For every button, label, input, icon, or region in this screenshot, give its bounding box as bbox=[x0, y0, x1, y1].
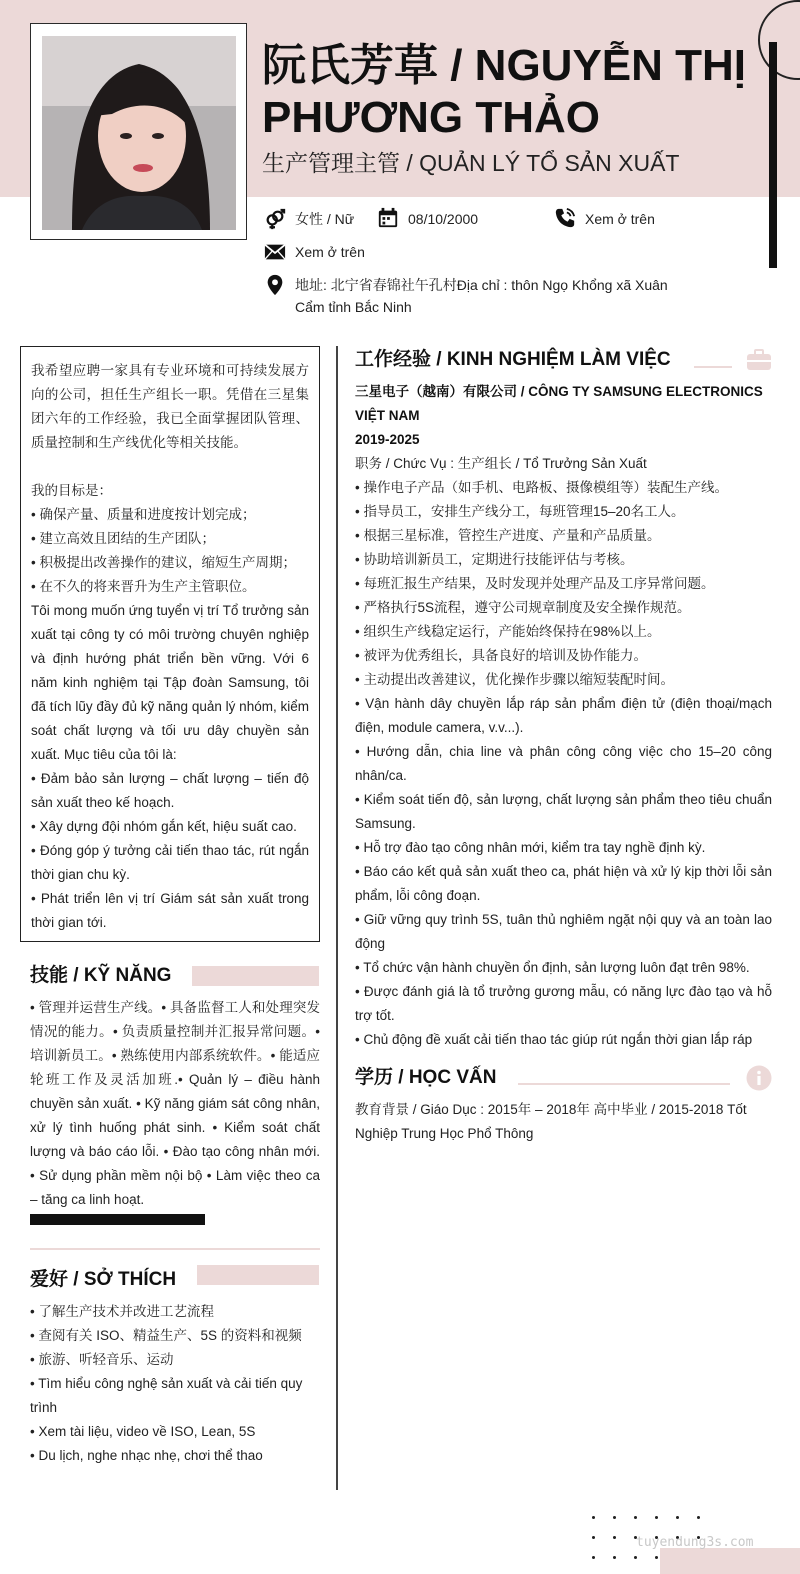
duty-item-vi: • Giữ vững quy trình 5S, tuân thủ nghiêm ngặt nội quy và an toàn lao động bbox=[355, 912, 772, 951]
hobby-item: • Xem tài liệu, video về ISO, Lean, 5S bbox=[30, 1424, 256, 1439]
profile-photo bbox=[42, 36, 236, 230]
objective-goals-title: 我的目标是： bbox=[31, 483, 112, 498]
duty-item-vi: • Hướng dẫn, chia line và phân công công việc cho 15–20 công nhân/ca. bbox=[355, 744, 772, 783]
hobby-item: • Tìm hiểu công nghệ sản xuất và cải tiến quy trình bbox=[30, 1376, 303, 1415]
section-divider-line bbox=[30, 1248, 320, 1250]
duty-item-vi: • Được đánh giá là tổ trưởng gương mẫu, có năng lực đào tạo và hỗ trợ tốt. bbox=[355, 984, 772, 1023]
education-title: 学历 / HỌC VẤN bbox=[355, 1067, 497, 1088]
job-position: 职务 / Chức Vụ : 生产组长 / Tổ Trưởng Sản Xuất bbox=[355, 456, 647, 471]
hobbies-list bbox=[30, 1300, 320, 1468]
hobbies-title-bar bbox=[197, 1265, 319, 1285]
objective-goal-vi: • Xây dựng đội nhóm gắn kết, hiệu suất cao. bbox=[31, 819, 297, 834]
duty-item-vi: • Báo cáo kết quả sản xuất theo ca, phát hiện và xử lý kịp thời lỗi sản phẩm, lỗi công đoạn. bbox=[355, 864, 772, 903]
duty-item: • 被评为优秀组长，具备良好的培训及协作能力。 bbox=[355, 648, 647, 663]
duty-item: • 指导员工，安排生产线分工，每班管理15–20名工人。 bbox=[355, 504, 685, 519]
hobbies-title: 爱好 / SỞ THÍCH bbox=[30, 1269, 177, 1290]
duty-item: • 严格执行5S流程，遵守公司规章制度及安全操作规范。 bbox=[355, 600, 691, 615]
duty-item-vi: • Kiểm soát tiến độ, sản lượng, chất lượng sản phẩm theo tiêu chuẩn Samsung. bbox=[355, 792, 772, 831]
duty-item: • 根据三星标准，管控生产进度、产量和产品质量。 bbox=[355, 528, 661, 543]
info-icon bbox=[746, 1065, 772, 1091]
duty-item: • 主动提出改善建议，优化操作步骤以缩短装配时间。 bbox=[355, 672, 674, 687]
duty-item-vi: • Tổ chức vận hành chuyền ổn định, sản lượng luôn đạt trên 98%. bbox=[355, 960, 750, 975]
education-title-line bbox=[518, 1083, 730, 1085]
profile-photo-frame bbox=[30, 23, 247, 240]
duty-item: • 操作电子产品（如手机、电路板、摄像模组等）装配生产线。 bbox=[355, 480, 728, 495]
objective-goal: • 积极提出改善操作的建议，缩短生产周期； bbox=[31, 555, 296, 570]
duty-item: • 协助培训新员工，定期进行技能评估与考核。 bbox=[355, 552, 634, 567]
objective-goal-vi: • Phát triển lên vị trí Giám sát sản xuất trong thời gian tới. bbox=[31, 891, 309, 930]
skills-text: • 管理并运营生产线。• 具备监督工人和处理突发情况的能力。• 负责质量控制并汇报异常问题。• 培训新员工。• 熟练使用内部系统软件。• 能适应轮班工作及灵活加班.• Quản lý – điều hành chuyền sản xuất. • Kỹ năng giám sát công nhân, xử lý tình huống phát sinh. • Kiểm soát chất lượng và báo cáo lỗi. • Đào tạo công nhân mới. • Sử dụng phần mềm nội bộ • Làm việc theo ca – tăng ca linh hoạt. bbox=[30, 1000, 320, 1207]
gender-icon bbox=[264, 208, 286, 230]
hobby-item: • 旅游、听轻音乐、运动 bbox=[30, 1352, 174, 1367]
skills-title: 技能 / KỸ NĂNG bbox=[30, 965, 172, 986]
phone-icon bbox=[554, 207, 576, 229]
skills-title-bar bbox=[192, 966, 319, 986]
employment-period: 2019-2025 bbox=[355, 432, 420, 447]
experience-title: 工作经验 / KINH NGHIỆM LÀM VIỆC bbox=[355, 349, 671, 370]
skills-level-bar bbox=[30, 1214, 205, 1225]
objective-intro: 我希望应聘一家具有专业环境和可持续发展方向的公司，担任生产组长一职。凭借在三星集团六年的工作经验，我已全面掌握团队管理、质量控制和生产线优化等相关技能。 bbox=[31, 363, 309, 450]
career-objective-box bbox=[20, 346, 320, 942]
experience-title-line bbox=[694, 366, 732, 368]
email-value: Xem ở trên bbox=[295, 244, 365, 260]
objective-intro-vi: Tôi mong muốn ứng tuyển vị trí Tổ trưởng sản xuất tại công ty có môi trường chuyên nghiệp và định hướng phát triển bền vững. Với 6 năm kinh nghiệm tại Tập đoàn Samsung, tôi đã tích lũy đầy đủ kỹ năng quản lý nhóm, kiểm soát chất lượng và tối ưu dây chuyền sản xuất. Mục tiêu của tôi là: bbox=[31, 603, 309, 762]
location-pin-icon bbox=[264, 274, 286, 296]
calendar-icon bbox=[377, 207, 399, 229]
objective-goal: • 确保产量、质量和进度按计划完成； bbox=[31, 507, 256, 522]
duty-item: • 每班汇报生产结果，及时发现并处理产品及工序异常问题。 bbox=[355, 576, 715, 591]
duty-item: • 组织生产线稳定运行，产能始终保持在98%以上。 bbox=[355, 624, 661, 639]
footer-pink-block bbox=[660, 1548, 800, 1574]
candidate-name: 阮氏芳草 / NGUYỄN THỊ PHƯƠNG THẢO bbox=[262, 41, 747, 142]
duty-item-vi: • Hỗ trợ đào tạo công nhân mới, kiểm tra tay nghề định kỳ. bbox=[355, 840, 706, 855]
gender-value: 女性 / Nữ bbox=[295, 211, 355, 227]
hobby-item: • 了解生产技术并改进工艺流程 bbox=[30, 1304, 214, 1319]
watermark: tuyendung3s.com bbox=[636, 1535, 754, 1550]
address-value: 地址: 北宁省春锦社午孔村Địa chỉ : thôn Ngọ Khổng xã Xuân Cẩm tỉnh Bắc Ninh bbox=[295, 277, 668, 315]
company-name: 三星电子（越南）有限公司 / CÔNG TY SAMSUNG ELECTRONICS VIỆT NAM bbox=[355, 384, 763, 423]
briefcase-icon bbox=[746, 348, 772, 372]
experience-body bbox=[355, 380, 772, 1052]
hobby-item: • Du lịch, nghe nhạc nhẹ, chơi thể thao bbox=[30, 1448, 263, 1463]
objective-goal-vi: • Đảm bảo sản lượng – chất lượng – tiến độ sản xuất theo kế hoạch. bbox=[31, 771, 309, 810]
hobby-item: • 查阅有关 ISO、精益生产、5S 的资料和视频 bbox=[30, 1328, 302, 1343]
objective-goal: • 建立高效且团结的生产团队； bbox=[31, 531, 215, 546]
duty-item-vi: • Chủ động đề xuất cải tiến thao tác giúp rút ngắn thời gian lắp ráp bbox=[355, 1032, 753, 1047]
phone-value: Xem ở trên bbox=[585, 211, 655, 227]
education-text: 教育背景 / Giáo Dục : 2015年 – 2018年 高中毕业 / 2015-2018 Tốt Nghiệp Trung Học Phổ Thông bbox=[355, 1102, 747, 1141]
candidate-role: 生产管理主管 / QUẢN LÝ TỔ SẢN XUẤT bbox=[262, 150, 680, 176]
objective-goal-vi: • Đóng góp ý tưởng cải tiến thao tác, rút ngắn thời gian chu kỳ. bbox=[31, 843, 309, 882]
objective-goal: • 在不久的将来晋升为生产主管职位。 bbox=[31, 579, 256, 594]
column-divider bbox=[336, 346, 338, 1490]
birthdate-value: 08/10/2000 bbox=[408, 211, 479, 227]
duty-item-vi: • Vận hành dây chuyền lắp ráp sản phẩm điện tử (điện thoại/mạch điện, module camera, v.v...). bbox=[355, 696, 772, 735]
envelope-icon bbox=[264, 241, 286, 263]
